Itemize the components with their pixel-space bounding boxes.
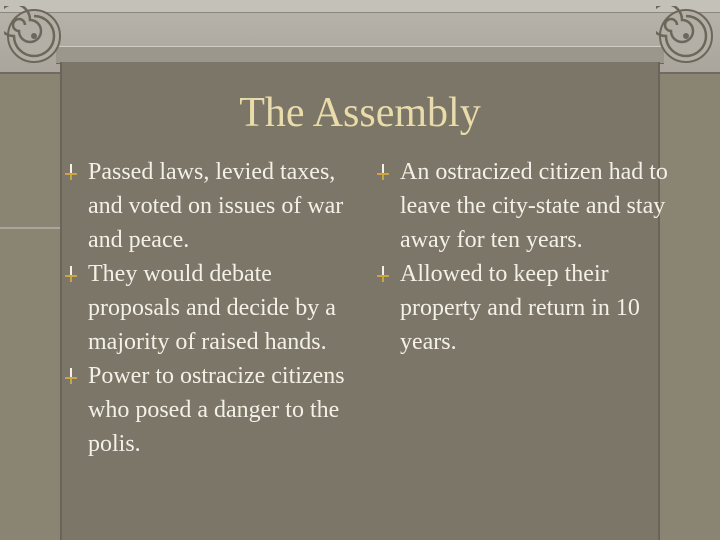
bullet-text: Allowed to keep their property and return in 10 years. <box>400 261 640 355</box>
bullet-text: Passed laws, levied taxes, and voted on issues of war and peace. <box>88 159 344 253</box>
slide-title: The Assembly <box>239 90 481 136</box>
bullet-item <box>62 359 352 461</box>
left-edge-rule <box>0 227 60 229</box>
bullet-text: An ostracized citizen had to leave the city-state and stay away for ten years. <box>400 159 668 253</box>
bullet-item <box>62 155 352 257</box>
right-bullet-column <box>374 155 674 359</box>
bullet-item <box>374 257 674 359</box>
left-bullet-column <box>62 155 352 461</box>
bullet-item <box>374 155 674 257</box>
sword-bullet-icon <box>62 163 80 181</box>
sword-bullet-icon <box>62 265 80 283</box>
sword-bullet-icon <box>62 367 80 385</box>
capital-top-band <box>0 0 720 13</box>
sword-bullet-icon <box>374 265 392 283</box>
ionic-volute-icon <box>4 6 64 66</box>
bullet-item <box>62 257 352 359</box>
bullet-text: Power to ostracize citizens who posed a danger to the polis. <box>88 363 345 457</box>
bullet-text: They would debate proposals and decide by a majority of raised hands. <box>88 261 336 355</box>
sword-bullet-icon <box>374 163 392 181</box>
ionic-volute-icon <box>656 6 716 66</box>
